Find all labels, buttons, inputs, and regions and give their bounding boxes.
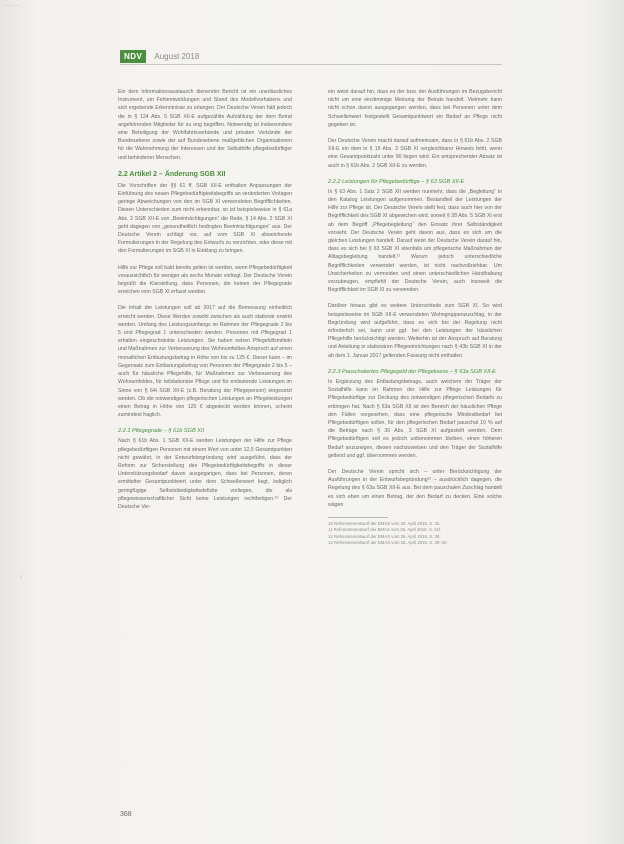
- right-column: [328, 88, 502, 547]
- left-column: [118, 88, 292, 519]
- page-number: 368: [120, 811, 132, 818]
- ndv-logo: NDV: [120, 50, 146, 63]
- paragraph: Darüber hinaus gibt es weitere Unterschiede zum SGB XI. So wird beispielsweise im SGB XII-E verwendeten Wohngruppenzuschlag, in der Begründung wird aufgeführt, dass es sich bei der Regelung nicht erforderlich sei, kann und ggf. bei den Leistungen der häuslichen Pflegehilfe berücksichtigt werden. Weiterhin ist der Anspruch auf Beratung und Anleitung in stationären Pflegeeinrichtungen nach § 43b SGB XI in der ab dem 1. Januar 2017 geltenden Fassung nicht enthalten.: [328, 303, 502, 359]
- subsection-heading: 2.2.3 Pauschaliertes Pflegegeld der Pflegekasse – § 63a SGB XII-E: [328, 368, 496, 375]
- paragraph: In Ergänzung des Entlastungsbetrags, auch welchem der Träger der Sozialhilfe kann im Rahmen der Hilfe zur Pflege Leistungen für Pflegebedürftige zur Deckung des notwendigen pflegerischen Bedarfs zu erbringen hat. Nach § 63a SGB XII ist den Bereich der häuslichen Pflege den Fällen vorgesehen, dass eine pflegerische Mindestbedarf bei Pflegebedürftigen sollen, für den pflegerischen Bedarf pauschal 10 % auf die Beträge nach § 36 Abs. 3 SGB XI aufgestellt werden. Dem Pflegebedürftigen soll es jedoch unbenommen bleiben, einen höheren Bedarf anzuzeigen, diesen nachzuweisen und den Träger der Sozialhilfe geltend und ggf. übernommen werden.: [328, 378, 502, 459]
- footnotes: [328, 521, 502, 547]
- footnote: 10 Referentenentwurf der BMAS vom 26. April 2016, S. 32.: [328, 520, 441, 526]
- section-heading: 2.2 Artikel 2 – Änderung SGB XII: [118, 170, 226, 178]
- header-divider: [120, 64, 502, 65]
- paragraph: Die Vorschriften der §§ 61 ff. SGB XII-E enthalten Anpassungen der Einführung des neuen Pflegebedürftigkeitsbegriffs an veränderten Vorlagen geringe Abweichungen von den im SGB XI verwendeten Begrifflichkeiten. Diesen Unterschieden zum nicht erkennbar, so ist beispielsweise in § 61a Abs. 2 SGB XII-E von „Beeinträchtigungen“ die Rede, § 14 Abs. 2 SGB XI geht dagegen von „gesundheitlich bedingten Beeinträchtigungen“ aus. Der Deutsche Verein schlägt vor, auf vom SGB XI abweichende Formulierungen in der Regelung des Entwurfs zu verzichten, oder diese mit den Formulierungen im SGB XI in Einklang zu bringen.: [118, 182, 292, 255]
- footnote-divider: [328, 517, 388, 518]
- paragraph: In § 63 Abs. 1 Satz 2 SGB XII werden nunmehr, dass die „Begleitung“ in den Katalog Leistungen aufgenommen. Bestandteil der Leistungen der Hilfe zur Pflege ist. Der Deutsche Verein stellt fest, dass auch hier von der Begrifflichkeit des SGB XI abgewichen wird, soweit § 28 Abs. 5 SGB XI erst ab dem Begriff „Pflegebegleitung“ den Einsatz ihrer Selbständigkeit vorsieht. Der Deutsche Verein geht davon aus, dass es sich um die gleichen Leistungen handelt. Darauf weist der Deutsche Verein darauf hin, dass es sich bei § 63 SGB XI ebenfalls um pflegerische Maßnahmen der Alltagsbegleitung handelt.¹¹ Warum jedoch unterschiedliche Begrifflichkeiten verwendet werden, ist nicht nachvollziehbar. Um Unsicherheiten zu vermeiden und einen unterschiedlichen Handhabung vorzubeugen, empfiehlt der Deutsche Verein, auch insoweit die Begrifflichkeit im SGB XI zu verwenden.: [328, 188, 502, 294]
- subsection-heading: 2.2.2 Leistungen für Pflegebedürftige – § 63 SGB XII-E: [328, 178, 465, 185]
- paragraph: Hilfe zur Pflege soll bald bereits gelten ist werden, wenn Pflegebedürftigkeit voraussichtlich für weniger als sechs Monate vorliegt. Der Deutsche Verein begrüßt die Klarstellung, dass Personen, die keinen der Pflegegrade erreichen vom SGB XI erfasst werden.: [118, 264, 292, 296]
- footnote: 12 Referentenentwurf der BMAS vom 26. April 2016, S. 39.: [328, 533, 441, 539]
- page-header: [120, 50, 199, 62]
- scan-edge-text: ————: [4, 2, 20, 7]
- issue-date: August 2018: [154, 51, 200, 61]
- paragraph: Der Deutsche Verein spricht sich – unter Berücksichtigung der Ausführungen in der Entwurfsbegründung¹² – ausdrücklich dagegen, die Regelung des § 63a SGB XII-E aus. Bei dem pauschalen Zuschlag handelt es sich eben um einen Betrag, der den Bedarf zu decken. Eine solche wägen: [328, 468, 502, 508]
- subsection-heading: 2.2.1 Pflegegrade – § 61b SGB XII: [118, 428, 205, 435]
- paragraph: Die Inhalt der Leistungen soll ab 2017 auf die Bemessung einheitlich erreicht werden. Diese Werden sowohl zwischen als auch stationär erwirkt werden. Umfang des Leistungsumfangs im Rahmen der Pflegegrade 2 bis 5 und Pflegegrad 1 unterschieden werden. Personen mit Pflegegrad 1 erhalten eingeschränkte Leistungen. Sie haben neben Pflegehilfsmitteln und Maßnahmen zur Verbesserung des Wohnumfeldes Anspruch auf einen monatlichen Entlastungsbetrag in Höhe von bis zu 125 €. Dieser kann – im Gegensatz zum Entlastungsbetrag von Personen der Pflegegrade 2 bis 5 – auch für häusliche Pflegehilfe, für Maßnahmen zur Verbesserung des Wohnumfeldes, für teilstationäre Pflege und für entlastende Leistungen im Sinne von § 64i SGB XII-E (z.B. Beratung der Pflegeperson) eingesetzt werden. Ob die notwendigen pflegerischen Leistungen an Pflegeleistungen einen Betrag in Höhe von 125 € abgedeckt werden können, scheint zumindest fraglich.: [118, 305, 292, 419]
- footer-mark: ·: [10, 832, 12, 837]
- paragraph: ein weist darauf hin, dass es der bzw. der Ausführungen im Bezugsbericht nicht um eine einstimmige Meinung der Beirats handelt. Vielmehr kann nicht schon davon ausgegangen werden, dass bei Personen unter dem Schwellenwert festgestellt Gesamtpunktwert ein Bedarf an Pflege nicht gegeben ist.: [328, 89, 502, 128]
- footnote: 13 Referentenentwurf der BMAS vom 26. April 2016, S. 39–40.: [328, 540, 448, 546]
- footnote: 11 Referentenentwurf der BMAS vom 26. April 2016, S. 21f.: [328, 527, 442, 533]
- paragraph: Nach § 61b Abs. 1 SGB XII-E werden Leistungen der Hilfe zur Pflege pflegebedürftigen Personen mit einem Wert von unter 12,5 Gesamtpunkten nicht gewährt, in der Entwurfsbegründung wird ausgeführt, dass der Reform zur Sicherstellung des Pflegebedürftigkeitsbegriffs in dieser Unterstützungsbedarf davon ausgegangen, dass bei Personen, deren ermittelter Gesamtpunktwert unter dem Schwellenwert liegt, lediglich geringfügige Selbstständigkeitsdefizite vorliegen, die als pflegewissenschaftlicher Sicht keine Leistungen rechtfertigen.¹⁰ Der Deutsche Ver-: [118, 438, 292, 510]
- paragraph: Der Deutsche Verein macht darauf aufmerksam, dass in § 61b Abs. 2 SGB XII-E ein dem in § 15 Abs. 3 SGB XI vergleichbarer Hinweis fehlt, wenn eine Gesamtpunktzahl unter 90 liegen wird. Ein entsprechender Absatz ist auch in § 61b Abs. 2 SGB XII-E zu werden.: [328, 138, 502, 169]
- margin-mark: ³: [20, 575, 22, 581]
- scan-edge: [0, 0, 30, 10]
- paragraph: Ein dem Informationsaustausch dienender Bericht ist ein unerlässliches Instrument, um Fehlentwicklungen und Stand des Modellvorhabens und sich ergebende Erkenntnisse zu erlangen. Der Deutsche Verein hält jedoch die in § 124 Abs. 5 SGB XII-E aufgezählte Aufzählung der dem Beirat angehörenden Mitglieder für zu eng begriffen. Notwendig ist insbesondere eine Beteiligung der Wohlfahrtsverbände und privaten Verbände der Bundesebene sowie der auf Bundesebene maßgeblichen Organisationen für die Wahrnehmung der Interessen und der Selbsthilfe pflegebedürftiger und behinderter Menschen.: [118, 89, 292, 161]
